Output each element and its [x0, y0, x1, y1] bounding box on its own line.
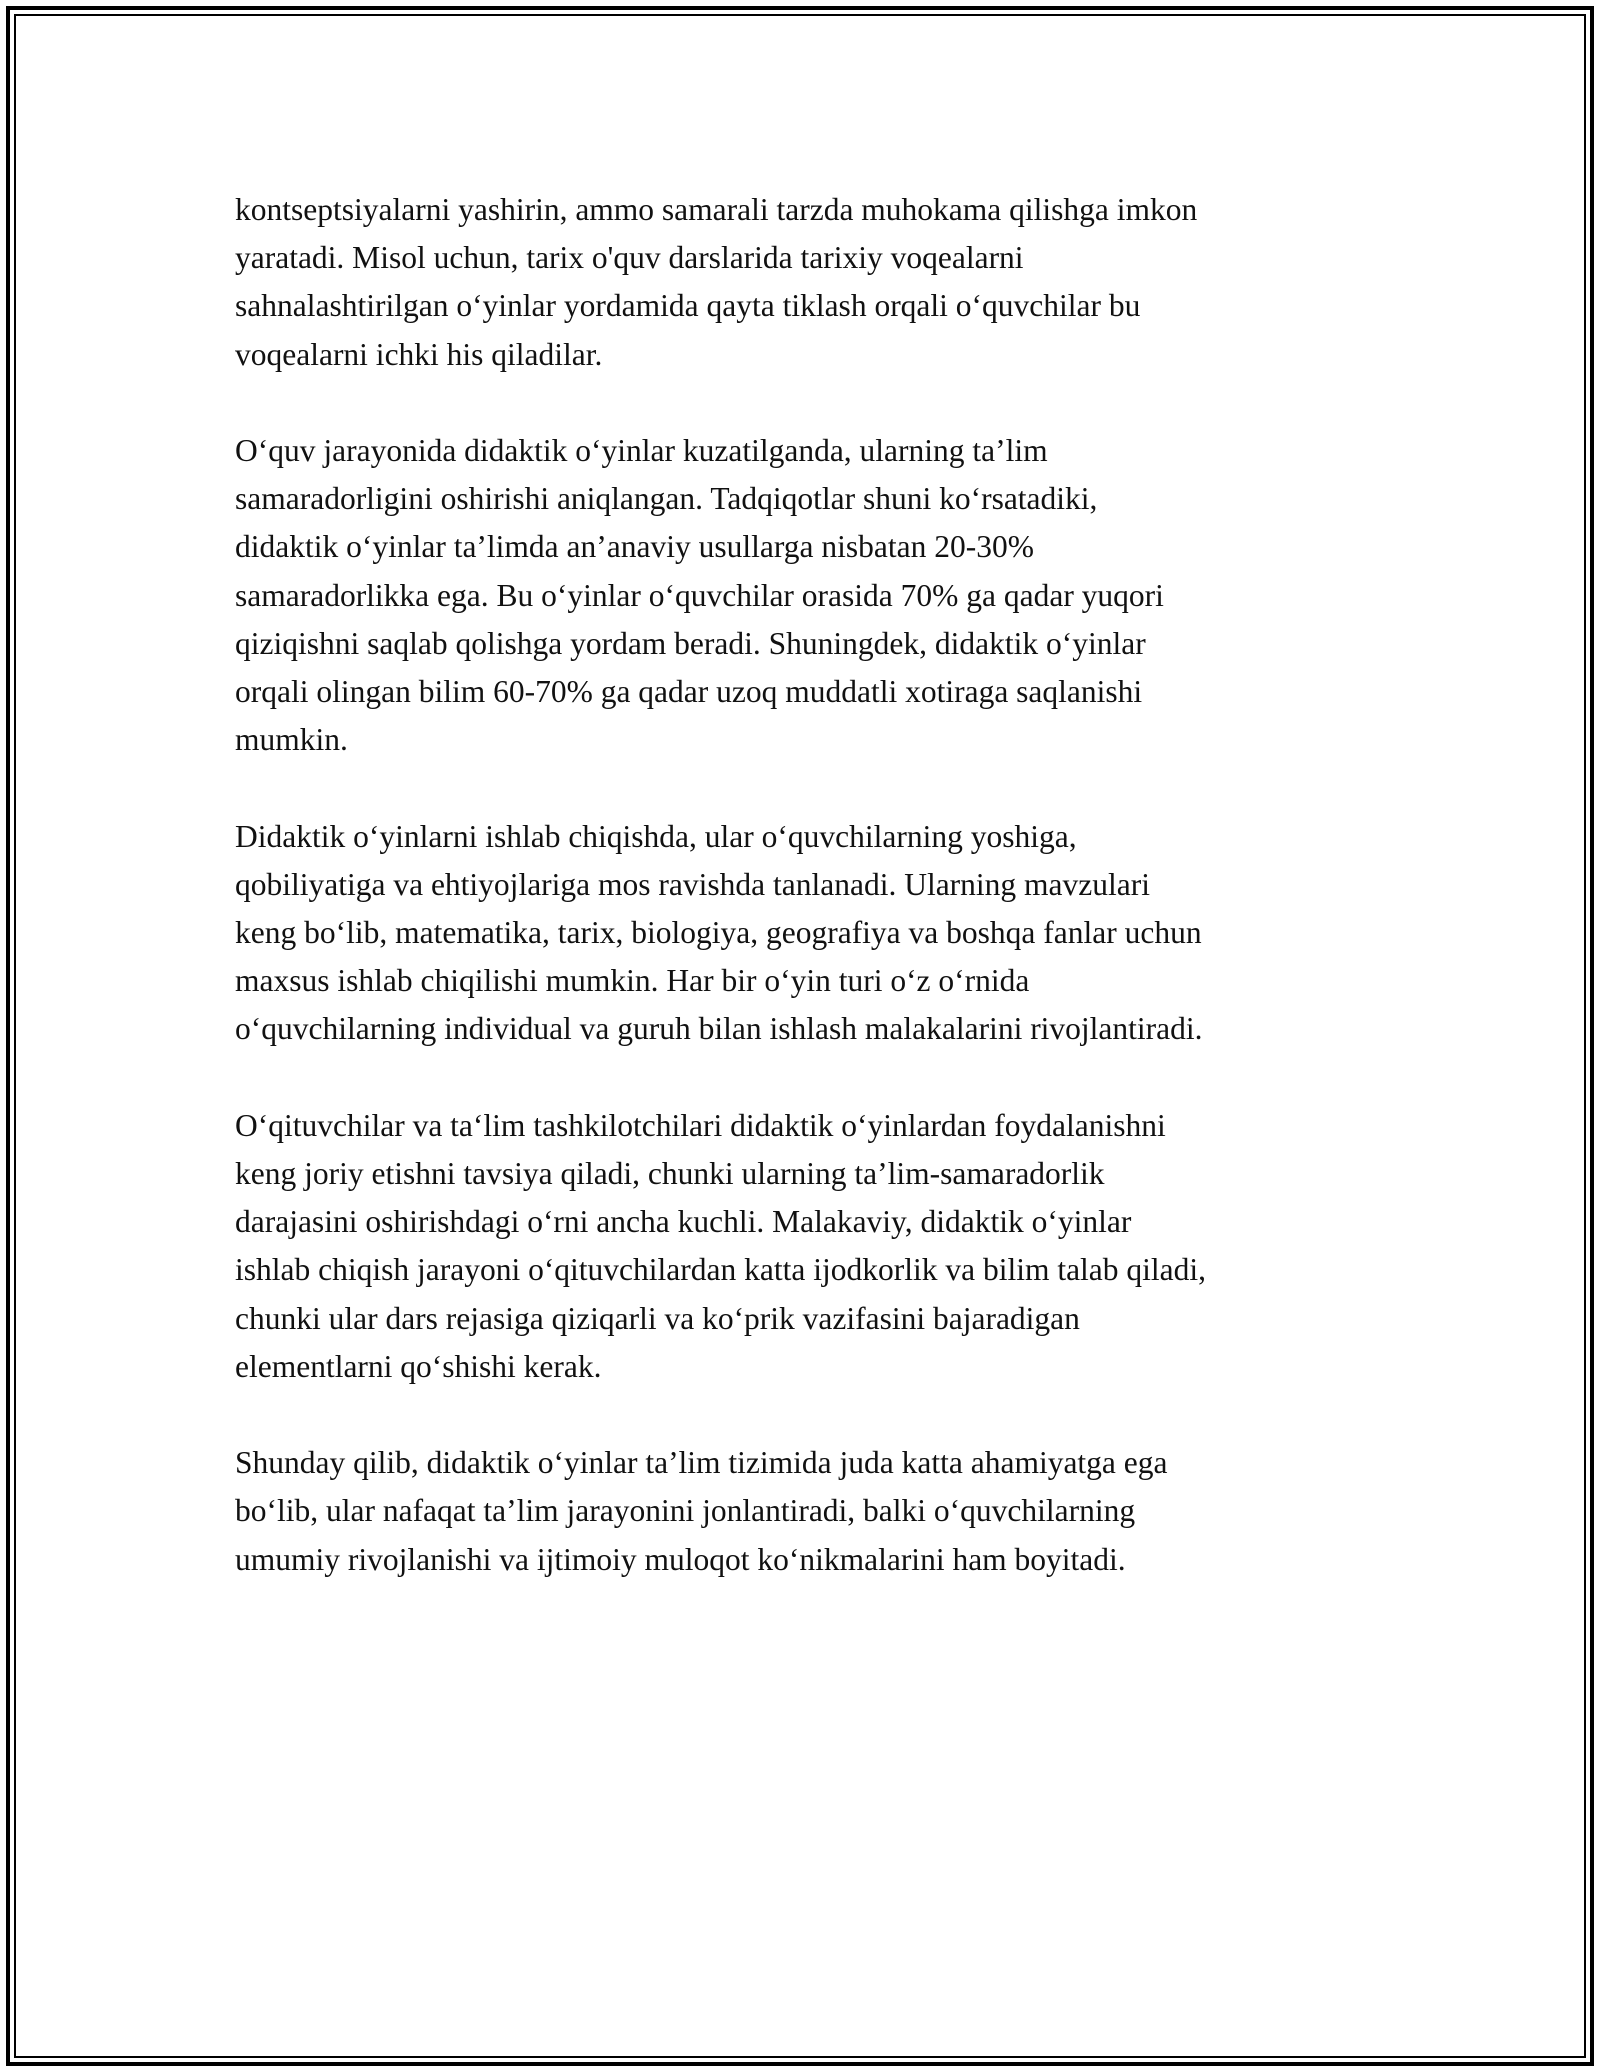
paragraph-5: Shunday qilib, didaktik o‘yinlar ta’lim tizimida juda katta ahamiyatga ega bo‘lib, ular nafaqat ta’lim jarayonini jonlantiradi, balki o‘quvchilarning umumiy rivojlanishi va ijtimoiy muloqot ko‘nikmalarini ham boyitadi. — [235, 1445, 1168, 1577]
paragraph-3: Didaktik o‘yinlarni ishlab chiqishda, ular o‘quvchilarning yoshiga, qobiliyatiga va ehtiyojlariga mos ravishda tanlanadi. Ularning mavzulari keng bo‘lib, matematika, tarix, biologiya, geografiya va boshqa fanlar uchun maxsus ishlab chiqilishi mumkin. Har bir o‘yin turi o‘z o‘rnida o‘quvchilarning individual va guruh bilan ishlash malakalarini rivojlantiradi. — [235, 818, 1203, 1047]
paragraph-1: kontseptsiyalarni yashirin, ammo samarali tarzda muhokama qilishga imkon yaratadi. Misol uchun, tarix o'quv darslarida tarixiy voqealarni sahnalashtirilgan o‘yinlar yordamida qayta tiklash orqali o‘quvchilar bu voqealarni ichki his qiladilar. — [235, 192, 1198, 372]
paragraph-4: O‘qituvchilar va ta‘lim tashkilotchilari didaktik o‘yinlardan foydalanishni keng joriy etishni tavsiya qiladi, chunki ularning ta’lim-samaradorlik darajasini oshirishdagi o‘rni ancha kuchli. Malakaviy, didaktik o‘yinlar ishlab chiqish jarayoni o‘qituvchilardan katta ijodkorlik va bilim talab qiladi, chunki ular dars rejasiga qiziqarli va ko‘prik vazifasini bajaradigan elementlarni qo‘shishi kerak. — [235, 1107, 1207, 1384]
document-body — [235, 186, 1375, 1632]
paragraph-2: O‘quv jarayonida didaktik o‘yinlar kuzatilganda, ularning ta’lim samaradorligini oshirishi aniqlangan. Tadqiqotlar shuni ko‘rsatadiki, didaktik o‘yinlar ta’limda an’anaviy usullarga nisbatan 20-30% samaradorlikka ega. Bu o‘yinlar o‘quvchilar orasida 70% ga qadar yuqori qiziqishni saqlab qolishga yordam beradi. Shuningdek, didaktik o‘yinlar orqali olingan bilim 60-70% ga qadar uzoq muddatli xotiraga saqlanishi mumkin. — [235, 433, 1164, 758]
